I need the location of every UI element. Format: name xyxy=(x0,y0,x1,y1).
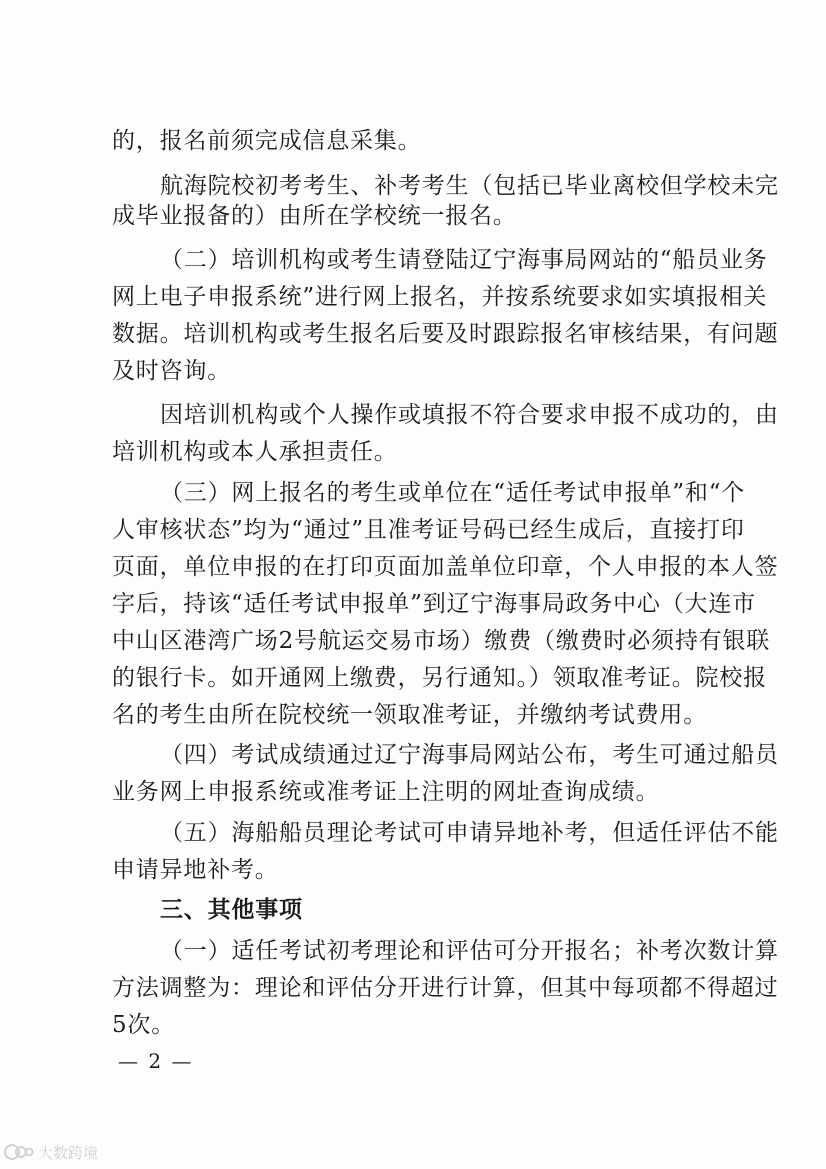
text-line: 网上电子申报系统”进行网上报名，并按系统要求如实填报相关 xyxy=(112,284,768,310)
text-line: （三）网上报名的考生或单位在“适任考试申报单”和“个 xyxy=(160,480,746,506)
text-line: 的银行卡。如开通网上缴费，另行通知。）领取准考证。院校报 xyxy=(112,665,767,691)
text-line: 数据。培训机构或考生报名后要及时跟踪报名审核结果，有问题 xyxy=(112,321,779,347)
text-line: 人审核状态”均为“通过”且准考证号码已经生成后，直接打印 xyxy=(112,517,745,543)
text-line: （一）适任考试初考理论和评估可分开报名；补考次数计算 xyxy=(160,938,779,964)
text-line: 名的考生由所在院校统一领取准考证，并缴纳考试费用。 xyxy=(112,702,707,728)
text-line: （二）培训机构或考生请登陆辽宁海事局网站的“船员业务 xyxy=(160,247,768,273)
text-line: 页面，单位申报的在打印页面加盖单位印章，个人申报的本人签 xyxy=(112,554,779,580)
text-line: 航海院校初考考生、补考考生（包括已毕业离校但学校未完 xyxy=(160,173,779,199)
watermark-logo-icon xyxy=(4,1142,34,1162)
watermark xyxy=(4,1140,98,1164)
page-number: — 2 — xyxy=(118,1049,194,1073)
text-line: （五）海船船员理论考试可申请异地补考，但适任评估不能 xyxy=(160,820,779,846)
text-line: 的，报名前须完成信息采集。 xyxy=(112,128,422,154)
text-line: 培训机构或本人承担责任。 xyxy=(112,439,398,465)
section-heading: 三、其他事项 xyxy=(160,897,303,923)
text-line: 方法调整为：理论和评估分开进行计算，但其中每项都不得超过 xyxy=(112,975,779,1001)
text-line: 成毕业报备的）由所在学校统一报名。 xyxy=(112,203,517,229)
watermark-text: 大数跨境 xyxy=(38,1143,99,1162)
text-line: 业务网上申报系统或准考证上注明的网址查询成绩。 xyxy=(112,779,660,805)
text-line: 因培训机构或个人操作或填报不符合要求申报不成功的，由 xyxy=(160,402,779,428)
text-line: 申请异地补考。 xyxy=(112,857,279,883)
text-line: 及时咨询。 xyxy=(112,358,231,384)
text-line: （四）考试成绩通过辽宁海事局网站公布，考生可通过船员 xyxy=(160,742,779,768)
text-line: 中山区港湾广场2号航运交易市场）缴费（缴费时必须持有银联 xyxy=(112,628,771,654)
text-line: 5次。 xyxy=(112,1012,176,1038)
text-line: 字后，持该“适任考试申报单”到辽宁海事局政务中心（大连市 xyxy=(112,591,756,617)
